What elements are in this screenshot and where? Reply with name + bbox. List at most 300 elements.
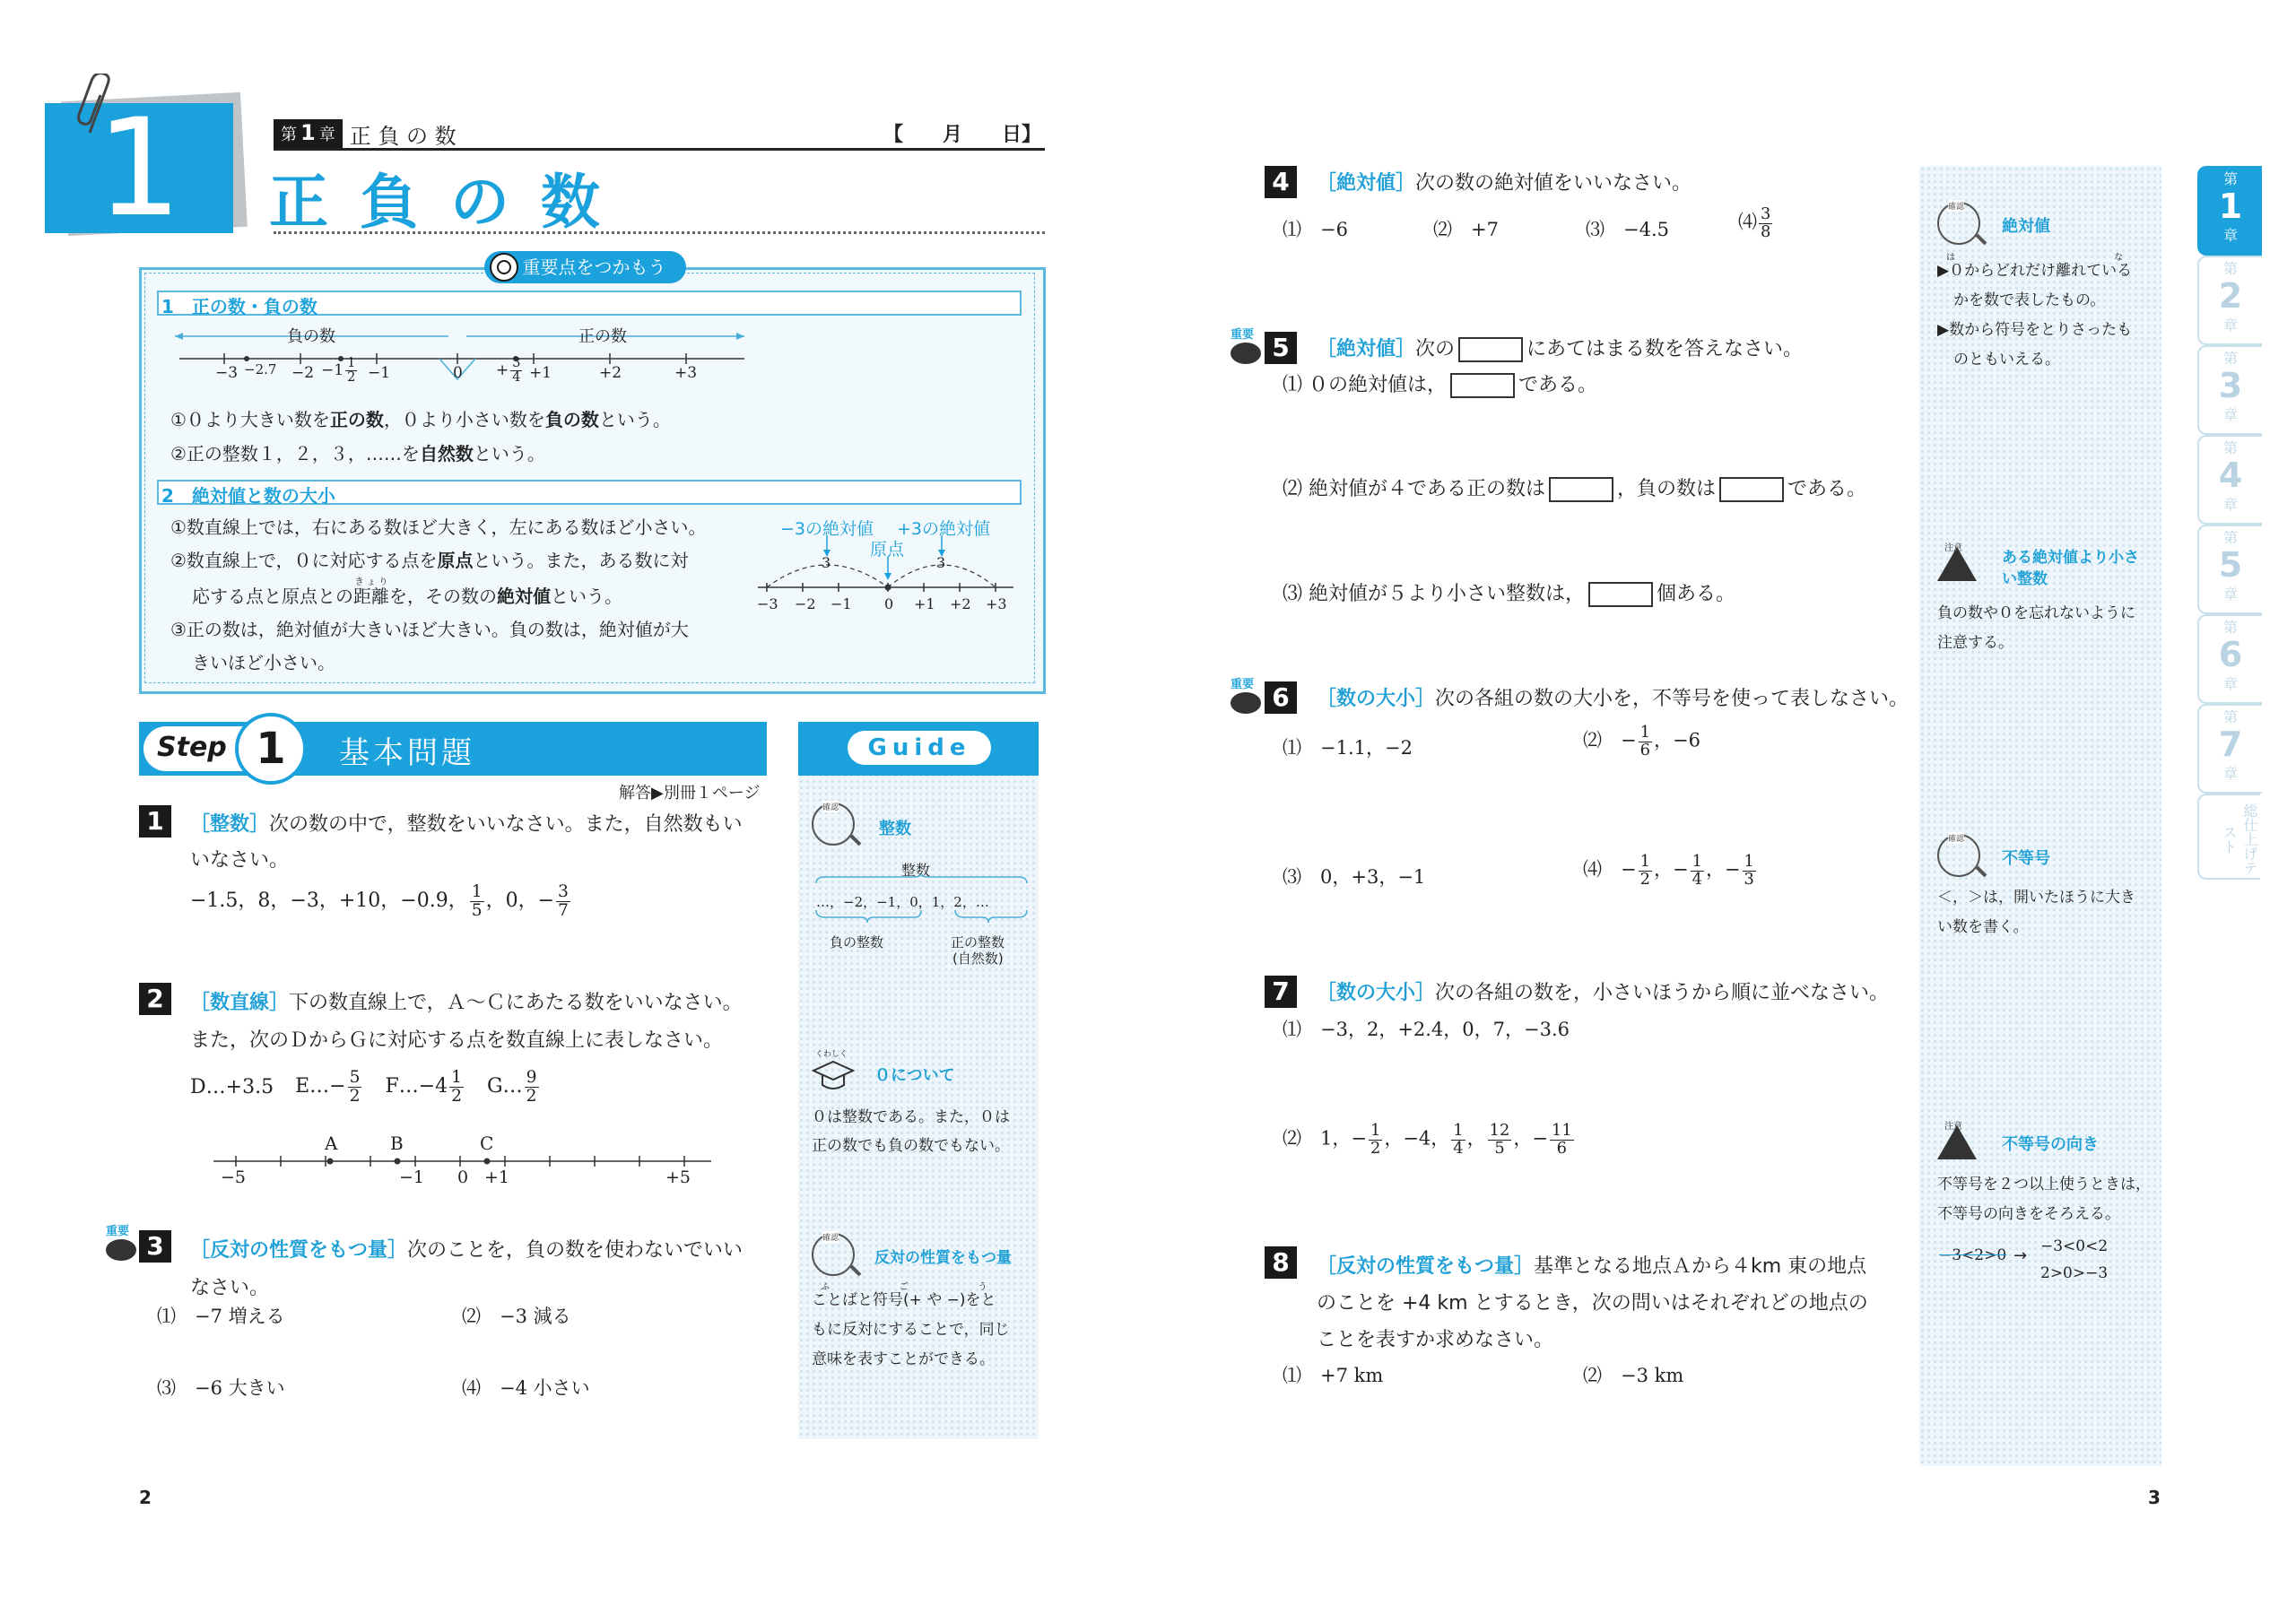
chapter-tag-suffix: 章 <box>318 125 335 144</box>
tab8-label: 総仕上げテスト <box>2221 803 2258 875</box>
s1-l1b: 正の数 <box>329 409 384 430</box>
q6-2-den: 6 <box>1639 740 1650 759</box>
chapter-number: 1 <box>96 91 182 247</box>
q2-f <box>385 1069 465 1105</box>
guide1-magnifier-icon <box>812 803 855 846</box>
q7-2-f4-den: 6 <box>1556 1138 1568 1158</box>
q2-g-label: G… <box>487 1075 523 1098</box>
q4-num-badge: 4 <box>1265 166 1297 198</box>
tab5-pre: 第 <box>2222 529 2238 546</box>
header-rule <box>274 148 1045 151</box>
abs-tick-pos2: +2 <box>950 595 971 612</box>
s1-line2 <box>170 439 545 465</box>
q7-tag: ［数の大小］ <box>1317 982 1436 1004</box>
q2-tick-0: 0 <box>457 1167 469 1187</box>
abs-tick-0: 0 <box>884 595 894 612</box>
nl-frac-pos-frac <box>510 357 522 385</box>
q6-4-f2 <box>1691 854 1704 888</box>
s1-l2b: 自然数 <box>419 443 474 464</box>
q8-tag: ［反対の性質をもつ量］ <box>1317 1255 1535 1278</box>
s2-line1: ①数直線上では，右にある数ほど大きく，左にある数ほど小さい。 <box>170 516 707 538</box>
s2-line5: きいほど小さい。 <box>192 652 335 673</box>
header-title: 正 負 の 数 <box>349 123 457 149</box>
q3-item2: ⑵ −3 減る <box>462 1306 571 1327</box>
nl-frac-pos-num: 3 <box>512 356 521 370</box>
q2-tick-pos1: +1 <box>484 1167 510 1187</box>
tip1-title: 絶対値 <box>2002 217 2050 236</box>
q5-3b: 個ある。 <box>1657 583 1736 605</box>
date-field: 【 月 日】 <box>883 124 1042 146</box>
tab4-post: 章 <box>2222 496 2238 513</box>
tab7-num: 7 <box>2218 725 2243 764</box>
left-page-number: 2 <box>139 1487 152 1508</box>
tab-chapter-5[interactable] <box>2197 525 2262 614</box>
guide1-icon-label: 確認 <box>822 801 839 812</box>
q2-e-num: 5 <box>349 1068 361 1087</box>
q1-text-b: いなさい。 <box>190 849 290 872</box>
q8-text-c: ことを表すか求めなさい。 <box>1317 1329 1554 1351</box>
q1-number <box>139 805 171 838</box>
nl-tick-neg2: −2 <box>291 364 315 382</box>
step-number: 1 <box>235 713 307 785</box>
q7-2-f1-den: 2 <box>1370 1138 1381 1158</box>
tab1-num: 1 <box>2218 187 2243 226</box>
q2-tick-neg5: −5 <box>221 1167 247 1187</box>
tip3-icon-label: 確認 <box>1948 832 1964 844</box>
guide2-text1: ０は整数である。また，０は <box>812 1108 1010 1126</box>
q3-item1: ⑴ −7 増える <box>157 1306 285 1327</box>
tab-chapter-4[interactable] <box>2197 435 2262 525</box>
q7-item1: ⑴ −3，2，+2.4，0，7，−3.6 <box>1283 1019 1570 1040</box>
q4-item3: ⑶ −4.5 <box>1586 219 1669 240</box>
tab3-post: 章 <box>2222 406 2238 423</box>
tip1-l1: ▶０からどれだけ離れている <box>1937 262 2133 280</box>
q6-important-label: 重要 <box>1231 678 1255 691</box>
q8-item1: ⑴ +7 km <box>1283 1365 1384 1386</box>
q5-num-badge: 5 <box>1265 332 1297 364</box>
tip4-right2: 2>0>−3 <box>2040 1264 2109 1282</box>
q7-2d: ，− <box>1513 1127 1548 1150</box>
tip1-ruby: はな <box>1937 253 2133 263</box>
q5-important-icon <box>1231 343 1261 368</box>
q6-4-f3-den: 3 <box>1744 869 1754 889</box>
guide3-icon-label: 確認 <box>822 1231 839 1243</box>
q7-2-f2-den: 4 <box>1453 1138 1464 1158</box>
tip2-icon-label: 注意 <box>1944 543 1962 553</box>
s1-l1e: という。 <box>598 409 671 430</box>
tab2-post: 章 <box>2222 317 2238 334</box>
q6-2a: ⑵ − <box>1583 729 1637 751</box>
q3-item3: ⑶ −6 大きい <box>157 1377 285 1399</box>
tip1-icon-label: 確認 <box>1948 200 1964 212</box>
q5-1-answer-box[interactable] <box>1450 373 1515 398</box>
s2-text <box>170 511 744 680</box>
guide1-neg: 負の整数 <box>830 934 884 950</box>
q8-num-badge: 8 <box>1265 1246 1297 1279</box>
guide2-text <box>812 1103 1010 1160</box>
q5-2-answer-box-neg[interactable] <box>1719 477 1784 502</box>
q2-e-frac <box>348 1069 362 1105</box>
q5-1a: ⑴ ０の絶対値は， <box>1283 374 1447 396</box>
q7-2-f1-num: 1 <box>1370 1121 1381 1140</box>
tip1-l4: のともいえる。 <box>1953 351 2060 369</box>
s1-l1c: ，０より小さい数を <box>383 409 545 430</box>
q5-important-label: 重要 <box>1231 328 1255 342</box>
chapter-tag-num: 1 <box>300 119 316 145</box>
q6-item2 <box>1583 725 1700 759</box>
tip2-l2: 注意する。 <box>1937 634 2013 652</box>
q7-2-f3-den: 5 <box>1494 1138 1505 1158</box>
nl-tick-neg3: −3 <box>215 364 239 382</box>
tab-chapter-1[interactable] <box>2197 166 2262 256</box>
q5-item3 <box>1283 578 1735 607</box>
s2-l3a: 応する点と原点との <box>192 586 353 607</box>
guide3-text1: ことばと符号(+ や −)をと <box>812 1291 996 1309</box>
chapter-header <box>274 119 457 148</box>
guide3-text1-row <box>812 1282 1010 1315</box>
step-label: Step <box>157 732 227 763</box>
q2-tick-neg1: −1 <box>399 1167 425 1187</box>
tab5-num: 5 <box>2218 545 2243 585</box>
guide2-mortarboard-icon <box>812 1051 855 1094</box>
tip3-l1: ＜，＞は，開いたほうに大き <box>1937 889 2135 907</box>
title-rule <box>274 231 1045 234</box>
tab5-post: 章 <box>2222 586 2238 603</box>
q7-2c: ， <box>1466 1127 1486 1150</box>
q7-2-f2-num: 1 <box>1453 1121 1464 1140</box>
q2-tick-pos5: +5 <box>665 1167 691 1187</box>
q2-num-badge: 2 <box>139 983 171 1015</box>
guide2-icon-label: くわしく <box>815 1050 848 1059</box>
s2-l2b: 原点 <box>437 550 474 571</box>
q5-2a: ⑵ 絶対値が４である正の数は <box>1283 478 1545 500</box>
guide2-text2: 正の数でも負の数でもない。 <box>812 1137 1010 1155</box>
q7-text <box>1317 977 1889 1005</box>
q6-4-f1-den: 2 <box>1639 869 1650 889</box>
q7-2-f3-num: 12 <box>1489 1121 1510 1140</box>
tip1-text <box>1937 253 2132 375</box>
tab7-post: 章 <box>2222 765 2238 782</box>
q4-tag: ［絶対値］ <box>1317 172 1416 195</box>
q3-number <box>139 1230 171 1263</box>
q4-text-a: 次の数の絶対値をいいなさい。 <box>1415 172 1692 195</box>
nl-frac-neg-num: 1 <box>347 356 356 370</box>
s2-l3c: を，その数の <box>389 586 497 607</box>
s1-l1a: ①０より大きい数を <box>170 409 330 430</box>
tip4-right <box>2040 1233 2108 1287</box>
s2-l2c: という。また，ある数に対 <box>473 550 689 571</box>
nl-frac-pos <box>496 357 524 385</box>
tip2-title1: ある絶対値より小さ <box>2002 549 2139 567</box>
tip1-l3: ▶数から符号をとりさったも <box>1937 321 2133 339</box>
q6-4-f2-num: 1 <box>1692 852 1702 871</box>
abs-three-right: 3 <box>936 554 946 571</box>
tab4-pre: 第 <box>2222 439 2238 456</box>
step-title: 基本問題 <box>339 735 475 771</box>
tip4-l2: 不等号の向きをそろえる。 <box>1937 1205 2120 1223</box>
chapter-tag-pre: 第 <box>281 125 297 144</box>
q3-text <box>190 1232 782 1307</box>
guide3-magnifier-icon <box>812 1233 855 1276</box>
tab-final-test[interactable] <box>2197 794 2260 880</box>
q1-frac1 <box>470 883 484 919</box>
q3-tag: ［反対の性質をもつ量］ <box>190 1239 408 1262</box>
section1-title: 1 正の数・負の数 <box>161 296 317 317</box>
nl-tick-neg1: −1 <box>368 364 391 382</box>
q2-point-c: C <box>480 1133 494 1154</box>
q6-4-f3 <box>1743 854 1756 888</box>
q5-item1 <box>1283 369 1597 398</box>
q7-text-a: 次の各組の数を，小さいほうから順に並べなさい。 <box>1435 982 1890 1004</box>
q6-item3: ⑶ 0，+3，−1 <box>1283 866 1426 888</box>
tip2-warning-icon <box>1937 543 1977 581</box>
q2-tag: ［数直線］ <box>190 992 290 1014</box>
q1-numbers-mid: ，0，− <box>485 890 555 913</box>
q5-2c: である。 <box>1787 478 1867 500</box>
q6-important-icon <box>1231 692 1261 717</box>
q5-text-a: 次の <box>1415 338 1456 360</box>
q2-g <box>487 1069 540 1105</box>
q3-item4: ⑷ −4 小さい <box>462 1377 590 1399</box>
abs-tick-neg1: −1 <box>831 595 852 612</box>
nl-tick-pos3: +3 <box>674 364 698 382</box>
q2-f-num: 1 <box>451 1068 463 1087</box>
q6-4-f2-den: 4 <box>1692 869 1702 889</box>
tab-chapter-2[interactable] <box>2197 256 2262 345</box>
nl-frac-pos-den: 4 <box>512 370 521 386</box>
nl-frac-neg <box>321 357 359 385</box>
q8-number <box>1265 1246 1297 1279</box>
s2-l3b: 距離 <box>353 586 389 607</box>
q2-e-label: E…− <box>295 1075 346 1098</box>
tip1-l1-row <box>1937 253 2132 286</box>
q6-4-f3-num: 1 <box>1744 852 1754 871</box>
q5-number <box>1265 332 1297 364</box>
q6-4-f1 <box>1639 854 1652 888</box>
abs-tick-pos1: +1 <box>914 595 935 612</box>
q2-number <box>139 983 171 1015</box>
section2-title: 2 絶対値と数の大小 <box>161 485 335 507</box>
guide3-text <box>812 1282 1010 1375</box>
q5-3-answer-box[interactable] <box>1588 582 1653 607</box>
tip4-text <box>1937 1170 2151 1229</box>
tip2-l1: 負の数や０を忘れないように <box>1937 604 2135 622</box>
tip4-l1: 不等号を２つ以上使うときは， <box>1937 1176 2151 1193</box>
q2-e <box>295 1069 363 1105</box>
tab4-num: 4 <box>2218 456 2243 495</box>
tip3-text <box>1937 883 2135 942</box>
q6-4b: ，− <box>1653 858 1689 881</box>
tab7-pre: 第 <box>2222 708 2238 725</box>
s2-l3e: という。 <box>551 586 622 607</box>
q7-2-f3 <box>1488 1123 1512 1157</box>
abs-three-left: 3 <box>822 554 831 571</box>
q4-text <box>1317 168 1692 195</box>
q7-2-f4 <box>1550 1123 1574 1157</box>
tab-chapter-7[interactable] <box>2197 704 2262 794</box>
q6-num-badge: 6 <box>1265 681 1297 714</box>
nl-tick-0: 0 <box>453 364 463 382</box>
q6-2b: ，−6 <box>1653 729 1700 751</box>
abs-tick-pos3: +3 <box>986 595 1007 612</box>
q1-text <box>190 807 773 879</box>
q2-d: D…+3.5 <box>190 1075 274 1098</box>
q6-item4 <box>1583 854 1758 888</box>
guide3-title: 反対の性質をもつ量 <box>874 1249 1012 1267</box>
q2-e-den: 2 <box>349 1086 361 1106</box>
q2-point-b: B <box>390 1133 404 1154</box>
q2-f-den: 2 <box>451 1086 463 1106</box>
q1-frac2-num: 3 <box>558 882 569 901</box>
q6-4a: ⑷ − <box>1583 858 1637 881</box>
guide1-pos: 正の整数 <box>951 934 1005 950</box>
paperclip-icon <box>74 74 118 138</box>
guide-title: Guide <box>848 731 991 765</box>
s2-l2a: ②数直線上で，０に対応する点を <box>170 550 438 571</box>
tip3-l2: い数を書く。 <box>1937 918 2029 936</box>
q1-frac1-num: 1 <box>471 882 483 901</box>
tip1-l2: かを数で表したもの。 <box>1953 291 2106 309</box>
abs-origin-label: 原点 <box>870 540 905 560</box>
tab1-pre: 第 <box>2222 170 2238 187</box>
chapter-tabs <box>2197 166 2269 883</box>
q4-frac <box>1759 206 1772 240</box>
q4-number <box>1265 166 1297 198</box>
s2-line3 <box>170 577 744 613</box>
q6-item1: ⑴ −1.1，−2 <box>1283 737 1413 759</box>
q4-frac-num: 3 <box>1761 204 1771 223</box>
tab2-num: 2 <box>2218 276 2243 316</box>
q1-numbers-list: −1.5，8，−3，+10，−0.9， <box>190 890 468 913</box>
q1-numbers <box>190 883 572 919</box>
q3-num-badge: 3 <box>139 1230 171 1263</box>
q6-number <box>1265 681 1297 714</box>
nl-frac-pos-sign: + <box>496 361 509 380</box>
q2-text-a: 下の数直線上で，Ａ～Ｃにあたる数をいいなさい。 <box>289 992 743 1014</box>
q2-text-b: また，次のＤからＧに対応する点を数直線上に表しなさい。 <box>190 1029 724 1052</box>
q8-text-b: のことを +4 km とするとき，次の問いはそれぞれどの地点の <box>1317 1292 1868 1315</box>
q8-item2: ⑵ −3 km <box>1583 1365 1684 1386</box>
tip2-title2: い整数 <box>2002 570 2048 588</box>
q7-item2 <box>1283 1123 1576 1157</box>
q6-text-a: 次の各組の数の大小を，不等号を使って表しなさい。 <box>1435 688 1909 710</box>
s2-line2 <box>170 544 744 577</box>
guide3-text3: 意味を表すことができる。 <box>812 1350 995 1368</box>
q1-num-badge: 1 <box>139 805 171 838</box>
key-points-title-text: 重要点をつかもう <box>522 256 666 278</box>
q1-text-a: 次の数の中で，整数をいいなさい。また，自然数もい <box>269 813 743 836</box>
q5-1b: である。 <box>1518 374 1598 396</box>
q6-tag: ［数の大小］ <box>1317 688 1436 710</box>
q2-point-a: A <box>325 1133 338 1154</box>
q6-2-frac <box>1639 725 1652 759</box>
abs-value-diagram <box>753 534 1022 605</box>
abs-label-pos: +3の絶対値 <box>897 519 991 539</box>
right-page-number: 3 <box>2148 1487 2161 1508</box>
s1-l1d: 負の数 <box>544 409 599 430</box>
q2-f-label: F…−4 <box>385 1075 448 1098</box>
tab6-num: 6 <box>2218 635 2243 674</box>
q8-text-a: 基準となる地点Ａから４km 東の地点 <box>1534 1255 1867 1278</box>
tip2-text <box>1937 599 2135 658</box>
tab3-pre: 第 <box>2222 350 2238 367</box>
tab6-post: 章 <box>2222 675 2238 692</box>
q1-frac2-den: 7 <box>558 900 569 920</box>
q2-f-frac <box>449 1069 464 1105</box>
q5-tag: ［絶対値］ <box>1317 338 1416 360</box>
q5-2-answer-box-pos[interactable] <box>1549 477 1613 502</box>
chapter-tag <box>274 119 343 149</box>
s2-l3d: 絶対値 <box>497 586 551 607</box>
nl-negative-label: 負の数 <box>287 327 335 346</box>
q5-item2 <box>1283 473 1866 502</box>
q5-text <box>1317 334 1803 362</box>
tab-chapter-3[interactable] <box>2197 345 2262 435</box>
s2-l3-ruby: きょり <box>353 577 389 587</box>
q7-2a: ⑵ 1，− <box>1283 1127 1367 1150</box>
q1-frac1-den: 5 <box>471 900 483 920</box>
q3-text-a: 次のことを，負の数を使わないでいい <box>407 1239 744 1262</box>
abs-label-neg: −3の絶対値 <box>780 519 874 539</box>
q5-3a: ⑶ 絶対値が５より小さい整数は， <box>1283 583 1585 605</box>
nl-tick-neg27: −2.7 <box>244 361 277 378</box>
q4-item4 <box>1738 206 1774 240</box>
q3-text-b: なさい。 <box>190 1277 270 1299</box>
tip4-right1: −3<0<2 <box>2040 1237 2109 1255</box>
q4-item1: ⑴ −6 <box>1283 219 1348 240</box>
big-title: 正 負 の 数 <box>269 168 605 237</box>
tip4-arrow: → <box>2013 1246 2028 1265</box>
q7-number <box>1265 976 1297 1008</box>
abs-tick-neg3: −3 <box>757 595 778 612</box>
tip4-warning-icon <box>1937 1122 1977 1159</box>
q5-2b: ，負の数は <box>1617 478 1717 500</box>
tip4-wrong: −3<2>0 <box>1939 1246 2007 1264</box>
s1-line1 <box>170 405 671 431</box>
guide3-ruby: ふごう <box>812 1282 996 1292</box>
q4-frac-den: 8 <box>1761 221 1771 241</box>
answer-ref: 解答▶別冊１ページ <box>619 784 761 803</box>
guide1-pos2: (自然数) <box>952 950 1004 967</box>
tip4-title: 不等号の向き <box>2002 1135 2099 1154</box>
q5-text-b: にあてはまる数を答えなさい。 <box>1526 338 1804 360</box>
tip2-title <box>2002 547 2139 590</box>
q3-important-label: 重要 <box>106 1225 130 1238</box>
q1-tag: ［整数］ <box>190 813 270 836</box>
q7-2-f1 <box>1369 1123 1382 1157</box>
nl-frac-neg-den: 2 <box>347 370 356 386</box>
guide1-label: 整数 <box>901 862 931 879</box>
q4-item4-label: ⑷ <box>1738 211 1757 233</box>
q3-important-icon <box>106 1239 136 1264</box>
q2-g-num: 9 <box>526 1068 537 1087</box>
tip1-magnifier-icon <box>1937 202 1980 245</box>
q7-2-f2 <box>1451 1123 1465 1157</box>
tip4-icon-label: 注意 <box>1944 1122 1962 1132</box>
tab-chapter-6[interactable] <box>2197 614 2262 704</box>
q8-text <box>1317 1248 1909 1358</box>
q7-2b: ，−4， <box>1384 1127 1450 1150</box>
tip3-title: 不等号 <box>2002 849 2050 868</box>
tab3-num: 3 <box>2218 366 2243 405</box>
tip3-magnifier-icon <box>1937 834 1980 877</box>
nl-tick-pos2: +2 <box>599 364 622 382</box>
q2-g-frac <box>525 1069 539 1105</box>
tab1-post: 章 <box>2222 227 2238 244</box>
q7-num-badge: 7 <box>1265 976 1297 1008</box>
s1-l2c: という。 <box>473 443 545 464</box>
guide1-seq: …，−2，−1，0，1，2，… <box>816 894 989 910</box>
